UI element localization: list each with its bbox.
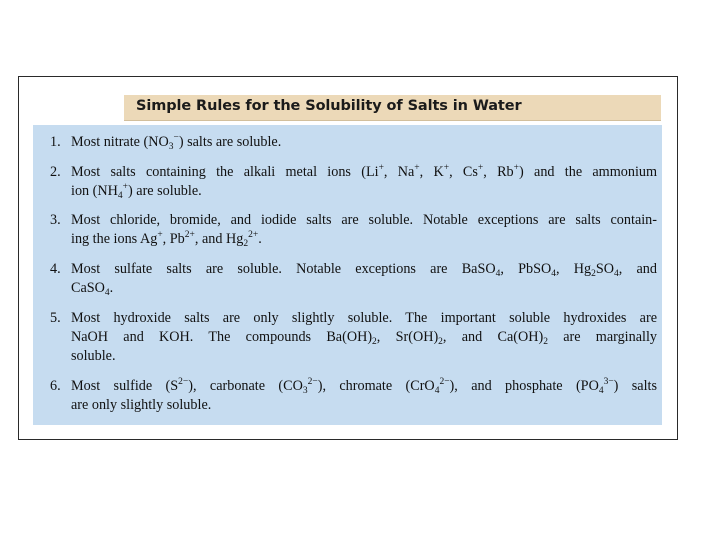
table-title-bar <box>124 95 661 121</box>
superscript: 2+ <box>248 230 259 240</box>
rule-line: ing the ions Ag+, $Pb^{2+}$, and $Hg_2^{2+}$. <box>71 230 262 249</box>
subscript: 4 <box>495 269 501 279</box>
superscript: − <box>173 133 179 143</box>
superscript: + <box>414 163 420 173</box>
superscript: + <box>513 163 520 173</box>
subscript: 3 <box>302 386 308 396</box>
table-title: Simple Rules for the Solubility of Salts in Water <box>136 98 522 114</box>
subscript: 4 <box>117 191 123 201</box>
superscript: + <box>378 163 384 173</box>
subscript: 2 <box>543 337 548 347</box>
superscript: + <box>157 230 163 240</box>
subscript: 2 <box>591 269 596 279</box>
rule-text <box>71 133 657 152</box>
superscript: + <box>477 163 484 173</box>
rule-line: are only slightly soluble. <box>71 397 212 413</box>
rules-panel <box>33 125 662 425</box>
superscript: 2+ <box>184 230 195 240</box>
superscript: + <box>443 163 450 173</box>
subscript: 4 <box>614 269 619 279</box>
superscript: 2− <box>307 377 318 387</box>
subscript: 2 <box>372 337 377 347</box>
rule-number: 1. <box>50 134 61 150</box>
rule-line: soluble. <box>71 348 116 364</box>
rule-line: Most salts containing the alkali metal ions (Li+, Na+, K+, Cs+, Rb+) and the ammonium <box>71 163 658 180</box>
subscript: 4 <box>598 386 604 396</box>
superscript: + <box>122 182 129 192</box>
superscript: 2− <box>439 377 450 387</box>
rule-line: Most hydroxide salts are only slightly soluble. The important soluble hydroxides are <box>71 310 657 326</box>
rule-line: ion $(NH_4^+)$ are soluble. <box>71 182 202 201</box>
rule-text <box>71 163 657 201</box>
rule-line: Most nitrate $(NO_3^-)$ salts are soluble. <box>71 133 282 152</box>
rule-number: 4. <box>50 261 61 277</box>
subscript: 2 <box>243 239 249 249</box>
rule-line: NaOH and KOH. The compounds $Ba(OH)_2$, $Sr(OH)_2$, and $Ca(OH)_2$ are marginally <box>71 329 657 347</box>
subscript: 2 <box>438 337 443 347</box>
rule-number: 3. <box>50 212 61 228</box>
rule-line: CaSO$_4$. <box>71 280 114 298</box>
rule-text <box>71 211 657 249</box>
rule-line: Most chloride, bromide, and iodide salts are soluble. Notable exceptions are salts contain- <box>71 212 657 228</box>
rule-number: 6. <box>50 378 61 394</box>
rule-text <box>71 309 657 366</box>
subscript: 4 <box>104 288 110 298</box>
rule-text <box>71 260 657 298</box>
superscript: 2− <box>178 377 189 387</box>
rule-line: Most sulfide $(S^{2-})$, carbonate $(CO_3^{2-})$, chromate (CrO$_4^{2-}$), and phosphate $(PO_4^{3-})$ salts <box>71 377 657 396</box>
superscript: 3− <box>603 377 614 387</box>
subscript: 4 <box>551 269 556 279</box>
rule-number: 5. <box>50 310 61 326</box>
rule-number: 2. <box>50 164 61 180</box>
subscript: 4 <box>434 386 440 396</box>
subscript: 3 <box>168 142 174 152</box>
rule-line: Most sulfate salts are soluble. Notable exceptions are BaSO$_4$, PbSO$_4$, $Hg_2SO_4$, and <box>71 261 657 279</box>
rule-text <box>71 377 657 415</box>
